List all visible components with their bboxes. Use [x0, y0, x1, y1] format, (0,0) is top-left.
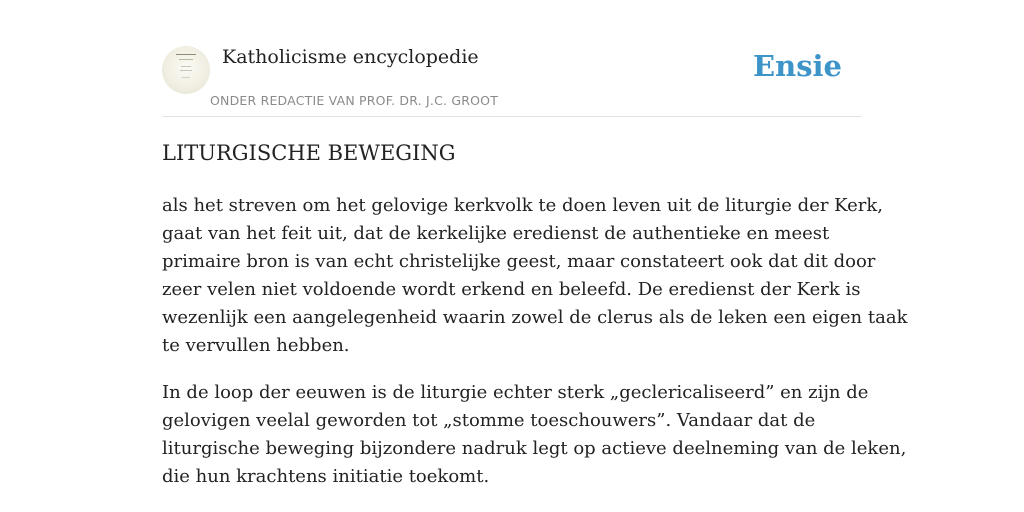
entry-title: LITURGISCHE BEWEGING: [162, 141, 456, 165]
ensie-logo[interactable]: Ensie: [753, 49, 842, 83]
text-line: gelovigen veelal geworden tot „stomme toeschouwers”. Vandaar dat de: [162, 410, 816, 431]
text-line: primaire bron is van echt christelijke geest, maar constateert ook dat dit door: [162, 251, 876, 272]
text-line: als het streven om het gelovige kerkvolk te doen leven uit de liturgie der Kerk,: [162, 195, 884, 216]
entry-body: [162, 192, 908, 510]
text-line: gaat van het feit uit, dat de kerkelijke eredienst de authentieke en meest: [162, 223, 830, 244]
header: [162, 40, 862, 117]
book-editor-subtitle: ONDER REDACTIE VAN PROF. DR. J.C. GROOT: [210, 93, 499, 108]
book-cover-image[interactable]: [162, 46, 210, 94]
text-line: In de loop der eeuwen is de liturgie echter sterk „geclericaliseerd” en zijn de: [162, 382, 869, 403]
text-line: te vervullen hebben.: [162, 335, 350, 356]
text-line: zeer velen niet voldoende wordt erkend en beleefd. De eredienst der Kerk is: [162, 279, 861, 300]
text-line: liturgische beweging bijzondere nadruk legt op actieve deelneming van de leken,: [162, 438, 907, 459]
paragraph: [162, 192, 908, 360]
paragraph: [162, 379, 907, 491]
text-line: die hun krachtens initiatie toekomt.: [162, 466, 490, 487]
text-line: wezenlijk een aangelegenheid waarin zowel de clerus als de leken een eigen taak: [162, 307, 908, 328]
book-title[interactable]: Katholicisme encyclopedie: [222, 46, 479, 68]
